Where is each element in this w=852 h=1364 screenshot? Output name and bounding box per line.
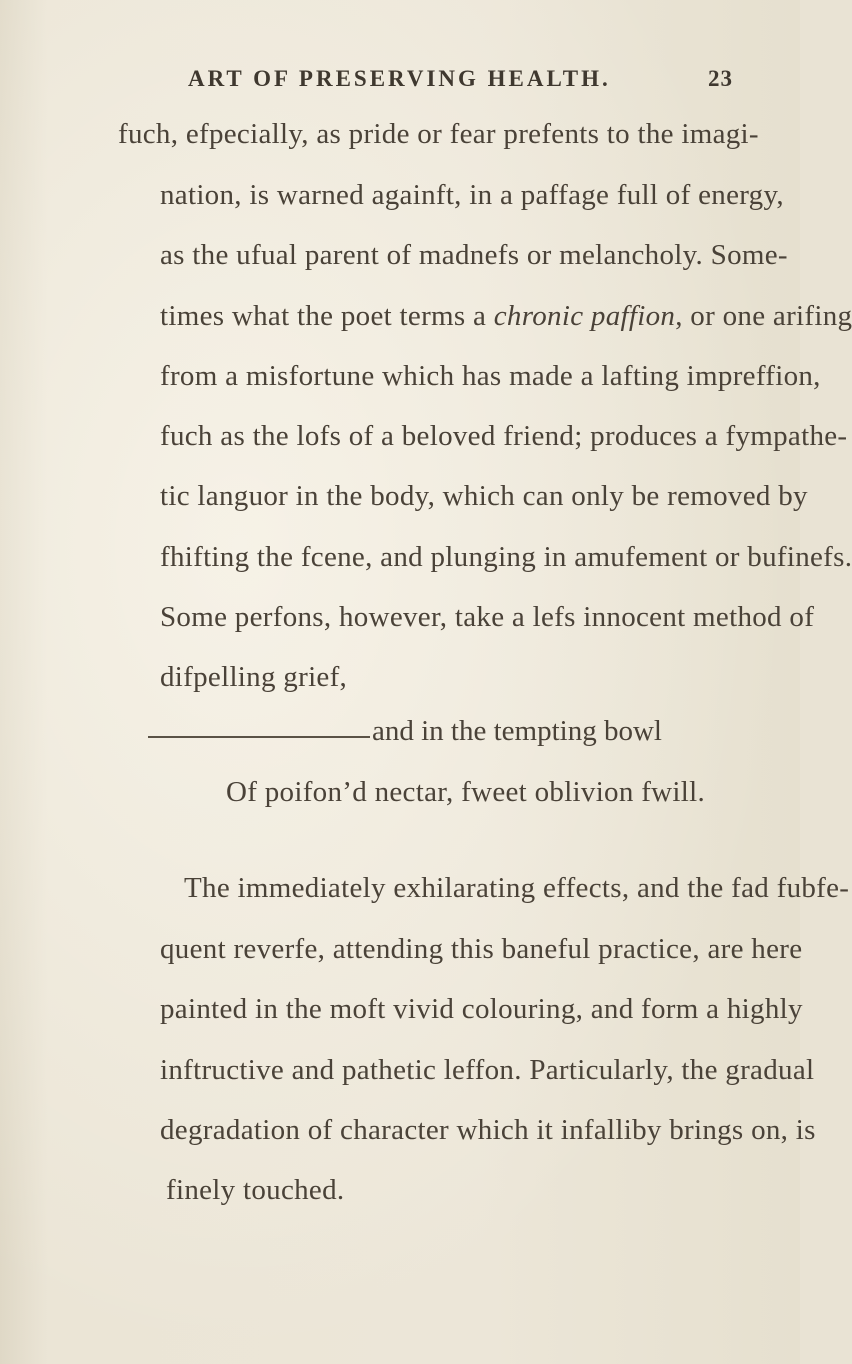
closing-line-5: degradation of character which it infalliby brings on, is: [160, 1114, 816, 1146]
closing-line-6: finely touched.: [166, 1174, 345, 1206]
body-line-6: fuch as the lofs of a beloved friend; produces a fympathe-: [160, 420, 848, 452]
body-line-5: from a misfortune which has made a lafting impreffion,: [160, 360, 821, 392]
line-4-segment-1: times what the poet terms a: [160, 300, 494, 332]
line-4-segment-2: , or one arifing: [675, 300, 852, 332]
body-line-4: [160, 300, 852, 333]
body-line-3: as the ufual parent of madnefs or melancholy. Some-: [160, 239, 788, 271]
closing-line-3: painted in the moft vivid colouring, and form a highly: [160, 993, 803, 1025]
chronic-passion-italic: chronic paffion: [493, 300, 676, 332]
body-line-7: tic languor in the body, which can only be removed by: [160, 480, 808, 512]
body-line-9: Some perfons, however, take a lefs innocent method of: [160, 601, 815, 633]
closing-line-2: quent reverfe, attending this baneful practice, are here: [160, 933, 803, 965]
running-header: [188, 66, 768, 92]
quote-line-1: and in the tempting bowl: [372, 715, 662, 747]
quote-rule: [148, 736, 370, 738]
closing-line-4: inftructive and pathetic leffon. Particularly, the gradual: [160, 1054, 815, 1086]
body-line-1: fuch, efpecially, as pride or fear prefents to the imagi-: [118, 118, 759, 150]
body-line-8: fhifting the fcene, and plunging in amufement or bufinefs.: [160, 541, 852, 573]
header-title: ART OF PRESERVING HEALTH.: [188, 66, 611, 91]
quote-line-2: Of poifon’d nectar, fweet oblivion fwill.: [226, 776, 706, 808]
closing-line-1: The immediately exhilarating effects, and the fad fubfe-: [184, 872, 850, 904]
body-line-2: nation, is warned againft, in a paffage full of energy,: [160, 179, 784, 211]
page-number: 23: [708, 66, 733, 91]
body-line-10: difpelling grief,: [160, 661, 348, 693]
